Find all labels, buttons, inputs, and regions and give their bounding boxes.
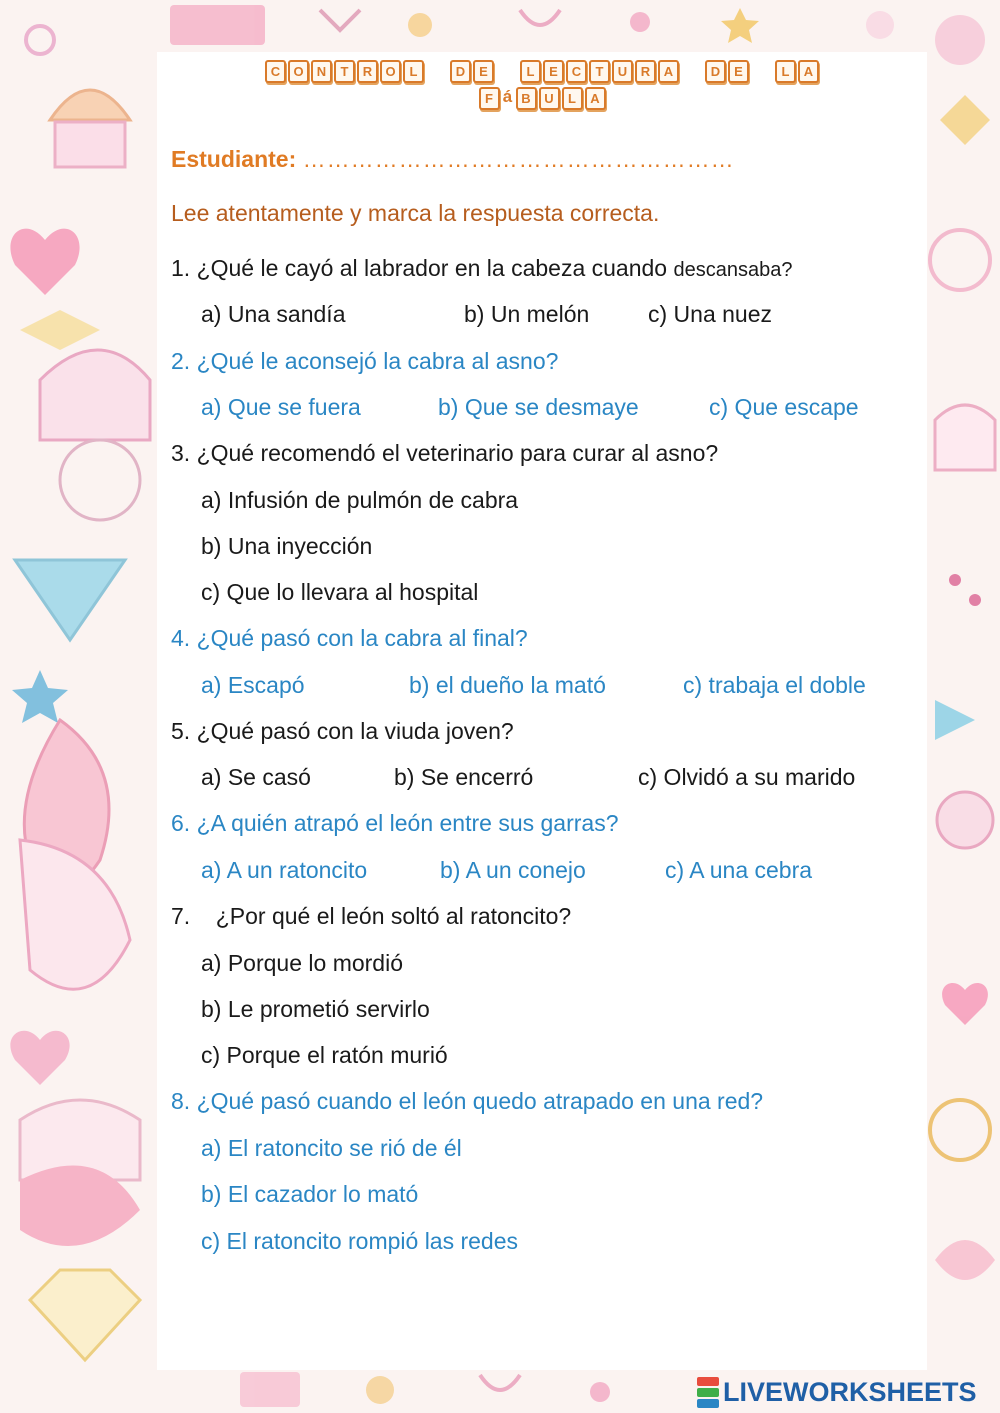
question-6-option-b[interactable]: b) A un conejo [440,857,586,883]
question-8-option-a[interactable]: a) El ratoncito se rió de él [201,1135,462,1161]
question-8-option-b[interactable]: b) El cazador lo mató [201,1181,419,1207]
title-letter-tile: A [658,60,679,83]
question-6-text: 6. ¿A quién atrapó el león entre sus garras? [171,810,619,836]
title-letter-tile: D [450,60,471,83]
title-word [478,87,607,110]
title-letter-tile: R [635,60,656,83]
student-label: Estudiante: [171,146,297,172]
title-letter-tile: L [520,60,541,83]
question-8-option-c[interactable]: c) El ratoncito rompió las redes [201,1228,519,1254]
title-letter-tile: T [334,60,355,83]
liveworksheets-logo-text: LIVEWORKSHEETS [723,1376,977,1407]
question-3-option-b[interactable]: b) Una inyección [201,533,373,559]
question-5-text: 5. ¿Qué pasó con la viuda joven? [171,718,514,744]
question-4-option-a[interactable]: a) Escapó [201,672,305,698]
liveworksheets-logo-icon [697,1376,719,1409]
title-word [264,60,425,83]
question-1-option-b[interactable]: b) Un melón [464,301,590,327]
title-letter-tile: C [566,60,587,83]
instruction-text: Lee atentamente y marca la respuesta correcta. [171,200,660,226]
title-letter-tile: O [288,60,309,83]
worksheet-title [157,60,927,114]
question-4-text: 4. ¿Qué pasó con la cabra al final? [171,625,528,651]
question-3-text: 3. ¿Qué recomendó el veterinario para curar al asno? [171,440,719,466]
worksheet-paper [157,52,927,1370]
title-letter-tile: L [403,60,424,83]
title-line-1 [157,60,927,83]
title-word [704,60,750,83]
question-5-option-b[interactable]: b) Se encerró [394,764,534,790]
question-4-option-b[interactable]: b) el dueño la mató [409,672,606,698]
title-letter-tile: E [543,60,564,83]
question-8-text: 8. ¿Qué pasó cuando el león quedo atrapado en una red? [171,1088,764,1114]
title-letter-tile: L [775,60,796,83]
student-field [171,146,735,173]
title-letter-tile: O [380,60,401,83]
question-1-option-a[interactable]: a) Una sandía [201,301,346,327]
title-word [449,60,495,83]
question-2-option-c[interactable]: c) Que escape [709,394,859,420]
title-letter-tile: L [562,87,583,110]
student-name-blank[interactable]: ……………………………………………… [302,146,735,172]
question-5-option-a[interactable]: a) Se casó [201,764,311,790]
question-7-option-b[interactable]: b) Le prometió servirlo [201,996,430,1022]
question-2-option-b[interactable]: b) Que se desmaye [438,394,639,420]
question-7-option-a[interactable]: a) Porque lo mordió [201,950,403,976]
question-1-option-c[interactable]: c) Una nuez [648,301,773,327]
title-letter-tile: B [516,87,537,110]
question-2-text: 2. ¿Qué le aconsejó la cabra al asno? [171,348,559,374]
title-letter-tile: R [357,60,378,83]
title-line-2 [157,87,927,110]
title-letter-tile: N [311,60,332,83]
title-letter-tile: F [479,87,500,110]
title-word [519,60,680,83]
title-letter-tile: á [502,87,513,106]
title-letter-tile: U [612,60,633,83]
question-2-option-a[interactable]: a) Que se fuera [201,394,361,420]
title-letter-tile: E [473,60,494,83]
question-4-option-c[interactable]: c) trabaja el doble [683,672,866,698]
question-6-option-c[interactable]: c) A una cebra [665,857,813,883]
title-letter-tile: U [539,87,560,110]
question-6-option-a[interactable]: a) A un ratoncito [201,857,368,883]
question-3-option-c[interactable]: c) Que lo llevara al hospital [201,579,479,605]
question-1-text-end: descansaba? [673,259,793,281]
question-3-option-a[interactable]: a) Infusión de pulmón de cabra [201,487,519,513]
title-word [774,60,820,83]
title-letter-tile: A [585,87,606,110]
title-letter-tile: D [705,60,726,83]
question-1 [171,255,792,282]
title-letter-tile: E [728,60,749,83]
question-7-text: 7. ¿Por qué el león soltó al ratoncito? [171,903,572,929]
title-letter-tile: C [265,60,286,83]
question-1-text: 1. ¿Qué le cayó al labrador en la cabeza cuando [171,255,674,281]
question-7-option-c[interactable]: c) Porque el ratón murió [201,1042,448,1068]
title-letter-tile: T [589,60,610,83]
question-5-option-c[interactable]: c) Olvidó a su marido [638,764,856,790]
liveworksheets-logo[interactable] [697,1377,977,1407]
title-letter-tile: A [798,60,819,83]
